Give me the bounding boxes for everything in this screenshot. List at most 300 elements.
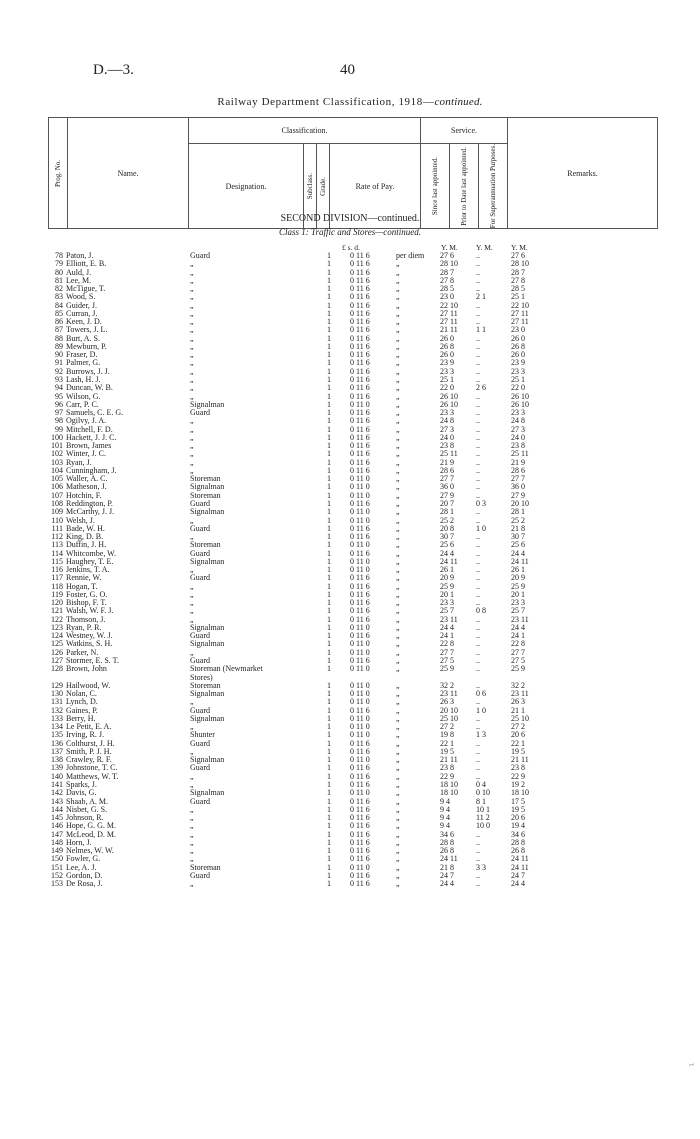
cell-rate-per: „	[396, 589, 400, 599]
cell-since-last: 26 8	[440, 846, 454, 856]
cell-superannuation: 28 7	[511, 267, 525, 277]
cell-subclass: 1	[327, 465, 331, 475]
cell-superannuation: 19 4	[511, 821, 525, 831]
cell-since-last: 28 5	[440, 284, 454, 294]
cell-superannuation: 24 4	[511, 622, 525, 632]
ym-units-3: Y. M.	[511, 243, 528, 252]
cell-rate: 0 11 6	[350, 317, 370, 327]
cell-prior-to: ..	[476, 771, 480, 781]
cell-name: Thomson, J.	[66, 614, 106, 624]
cell-prog-no: 136	[51, 738, 63, 748]
cell-prog-no: 131	[51, 697, 63, 707]
cell-since-last: 32 2	[440, 680, 454, 690]
cell-rate: 0 11 6	[350, 383, 370, 393]
cell-name: Horn, J.	[66, 837, 92, 847]
cell-prog-no: 114	[51, 548, 63, 558]
cell-since-last: 27 2	[440, 722, 454, 732]
cell-rate: 0 11 6	[350, 300, 370, 310]
cell-designation: Guard	[190, 631, 210, 641]
cell-rate: 0 11 6	[350, 738, 370, 748]
cell-rate-per: „	[396, 804, 400, 814]
cell-prog-no: 78	[55, 251, 63, 260]
cell-prog-no: 103	[51, 457, 63, 467]
cell-designation: „	[190, 358, 194, 368]
cell-rate-per: „	[396, 813, 400, 823]
cell-rate: 0 11 0	[350, 565, 370, 575]
cell-superannuation: 23 3	[511, 598, 525, 608]
cell-prog-no: 92	[55, 366, 63, 376]
cell-rate: 0 11 0	[350, 482, 370, 492]
cell-prior-to: ..	[476, 755, 480, 765]
cell-subclass: 1	[327, 441, 331, 451]
cell-rate-per: „	[396, 507, 400, 517]
cell-subclass: 1	[327, 837, 331, 847]
page-title: Railway Department Classification, 1918—continued.	[217, 96, 483, 108]
cell-name: Lee, A. J.	[66, 862, 97, 872]
cell-since-last: 23 11	[440, 614, 458, 624]
cell-rate-per: „	[396, 755, 400, 765]
cell-designation: „	[190, 424, 194, 434]
cell-name: Samuels, C. E. G.	[66, 408, 124, 418]
cell-prog-no: 111	[51, 523, 63, 533]
cell-prog-no: 82	[55, 284, 63, 294]
cell-superannuation: 25 7	[511, 606, 525, 616]
cell-prog-no: 80	[55, 267, 63, 277]
cell-superannuation: 26 10	[511, 399, 529, 409]
cell-superannuation: 18 10	[511, 788, 529, 798]
cell-designation: Storeman	[190, 490, 221, 500]
cell-prior-to: 11 2	[476, 813, 490, 823]
cell-subclass: 1	[327, 292, 331, 302]
cell-designation: „	[190, 350, 194, 360]
cell-since-last: 27 8	[440, 275, 454, 285]
cell-since-last: 21 11	[440, 325, 458, 335]
cell-since-last: 23 0	[440, 292, 454, 302]
cell-since-last: 26 1	[440, 565, 454, 575]
cell-rate: 0 11 0	[350, 474, 370, 484]
cell-rate-per: „	[396, 796, 400, 806]
cell-since-last: 25 2	[440, 515, 454, 525]
cell-name: Matheson, J.	[66, 482, 107, 492]
cell-designation: Guard	[190, 251, 210, 260]
cell-designation: Stores)	[190, 672, 213, 682]
cell-designation: „	[190, 821, 194, 831]
cell-since-last: 18 10	[440, 788, 458, 798]
cell-name: Brown, John	[66, 664, 107, 674]
cell-rate-per: „	[396, 614, 400, 624]
cell-since-last: 25 9	[440, 581, 454, 591]
cell-superannuation: 24 11	[511, 862, 529, 872]
cell-prog-no: 106	[51, 482, 63, 492]
cell-designation: „	[190, 441, 194, 451]
header-name: Name.	[68, 118, 189, 229]
cell-designation: Guard	[190, 796, 210, 806]
cell-name: Duffin, J. H.	[66, 540, 107, 550]
cell-name: Mitchell, F. D.	[66, 424, 113, 434]
cell-subclass: 1	[327, 358, 331, 368]
cell-prior-to: ..	[476, 565, 480, 575]
cell-prior-to: ..	[476, 722, 480, 732]
cell-rate: 0 11 0	[350, 490, 370, 500]
cell-superannuation: 24 0	[511, 432, 525, 442]
cell-since-last: 26 0	[440, 333, 454, 343]
cell-since-last: 28 1	[440, 507, 454, 517]
cell-prior-to: ..	[476, 457, 480, 467]
cell-name: Mewburn, P.	[66, 341, 107, 351]
cell-prog-no: 113	[51, 540, 63, 550]
cell-since-last: 21 9	[440, 457, 454, 467]
cell-superannuation: 24 8	[511, 416, 525, 426]
cell-designation: „	[190, 457, 194, 467]
cell-rate: 0 11 0	[350, 556, 370, 566]
cell-name: Parker, N.	[66, 647, 99, 657]
cell-rate: 0 11 6	[350, 598, 370, 608]
cell-superannuation: 20 6	[511, 730, 525, 740]
cell-rate-per: „	[396, 870, 400, 880]
cell-prior-to: ..	[476, 432, 480, 442]
cell-rate-per: „	[396, 366, 400, 376]
cell-rate: 0 11 0	[350, 713, 370, 723]
cell-superannuation: 27 5	[511, 656, 525, 666]
cell-designation: „	[190, 804, 194, 814]
cell-superannuation: 28 5	[511, 284, 525, 294]
cell-rate-per: „	[396, 292, 400, 302]
cell-subclass: 1	[327, 523, 331, 533]
cell-prog-no: 100	[51, 432, 63, 442]
cell-prog-no: 108	[51, 498, 63, 508]
cell-subclass: 1	[327, 565, 331, 575]
cell-rate: 0 11 0	[350, 722, 370, 732]
table-row	[48, 665, 668, 673]
cell-superannuation: 22 10	[511, 300, 529, 310]
cell-prior-to: ..	[476, 589, 480, 599]
cell-rate: 0 11 0	[350, 540, 370, 550]
cell-rate-per: „	[396, 341, 400, 351]
cell-name: Gaines, P.	[66, 705, 98, 715]
cell-designation: „	[190, 722, 194, 732]
cell-prior-to: 0 10	[476, 788, 490, 798]
cell-rate-per: „	[396, 317, 400, 327]
cell-rate-per: „	[396, 284, 400, 294]
cell-superannuation: 26 3	[511, 697, 525, 707]
cell-designation: „	[190, 606, 194, 616]
cell-subclass: 1	[327, 548, 331, 558]
cell-name: Nolan, C.	[66, 689, 97, 699]
cell-designation: „	[190, 259, 194, 269]
cell-rate: 0 11 6	[350, 532, 370, 542]
cell-prior-to: ..	[476, 341, 480, 351]
header-subclass: Subclass.	[304, 144, 317, 229]
cell-since-last: 24 0	[440, 432, 454, 442]
cell-prior-to: ..	[476, 664, 480, 674]
cell-superannuation: 25 10	[511, 713, 529, 723]
cell-prog-no: 86	[55, 317, 63, 327]
cell-prior-to: ..	[476, 308, 480, 318]
cell-name: Hackett, J. J. C.	[66, 432, 117, 442]
cell-prior-to: ..	[476, 366, 480, 376]
cell-superannuation: 23 3	[511, 408, 525, 418]
cell-prior-to: 1 0	[476, 705, 486, 715]
cell-prior-to: ..	[476, 540, 480, 550]
cell-name: Berry, H.	[66, 713, 96, 723]
cell-name: Auld, J.	[66, 267, 92, 277]
header-prog-no: Prog. No.	[49, 118, 68, 229]
cell-subclass: 1	[327, 556, 331, 566]
cell-prior-to: ..	[476, 738, 480, 748]
cell-prior-to: 2 1	[476, 292, 486, 302]
cell-prior-to: ..	[476, 647, 480, 657]
cell-designation: „	[190, 317, 194, 327]
cell-subclass: 1	[327, 259, 331, 269]
cell-rate: 0 11 6	[350, 457, 370, 467]
cell-prog-no: 110	[51, 515, 63, 525]
cell-prog-no: 83	[55, 292, 63, 302]
cell-subclass: 1	[327, 341, 331, 351]
cell-designation: „	[190, 771, 194, 781]
cell-prior-to: ..	[476, 424, 480, 434]
cell-rate-per: „	[396, 713, 400, 723]
cell-subclass: 1	[327, 490, 331, 500]
cell-prog-no: 126	[51, 647, 63, 657]
cell-prog-no: 118	[51, 581, 63, 591]
cell-name: Nisbet, G. S.	[66, 804, 108, 814]
cell-prog-no: 88	[55, 333, 63, 343]
cell-since-last: 20 1	[440, 589, 454, 599]
cell-subclass: 1	[327, 540, 331, 550]
cell-since-last: 22 1	[440, 738, 454, 748]
cell-subclass: 1	[327, 474, 331, 484]
cell-subclass: 1	[327, 374, 331, 384]
cell-name: Carr, P. C.	[66, 399, 99, 409]
cell-prog-no: 120	[51, 598, 63, 608]
cell-superannuation: 27 7	[511, 647, 525, 657]
cell-prog-no: 112	[51, 532, 63, 542]
cell-prior-to: ..	[476, 490, 480, 500]
cell-subclass: 1	[327, 622, 331, 632]
cell-prog-no: 132	[51, 705, 63, 715]
cell-prog-no: 151	[51, 862, 63, 872]
cell-name: Colthurst, J. H.	[66, 738, 115, 748]
table-row	[48, 880, 668, 888]
cell-rate: 0 11 0	[350, 862, 370, 872]
cell-since-last: 22 9	[440, 771, 454, 781]
cell-name: Crawley, R. F.	[66, 755, 112, 765]
cell-prior-to: 3 3	[476, 862, 486, 872]
cell-superannuation: 25 2	[511, 515, 525, 525]
cell-subclass: 1	[327, 846, 331, 856]
cell-prior-to: ..	[476, 333, 480, 343]
cell-designation: „	[190, 449, 194, 459]
cell-prior-to: ..	[476, 631, 480, 641]
cell-prog-no: 119	[51, 589, 63, 599]
cell-rate-per: „	[396, 275, 400, 285]
cell-since-last: 20 8	[440, 523, 454, 533]
cell-name: Sparks, J.	[66, 780, 97, 789]
cell-rate-per: „	[396, 639, 400, 649]
cell-rate-per: „	[396, 722, 400, 732]
cell-prior-to: ..	[476, 251, 480, 260]
cell-rate-per: „	[396, 267, 400, 277]
cell-subclass: 1	[327, 275, 331, 285]
cell-name: Elliott, E. B.	[66, 259, 107, 269]
cell-designation: Signalman	[190, 399, 225, 409]
cell-superannuation: 20 10	[511, 498, 529, 508]
cell-subclass: 1	[327, 821, 331, 831]
cell-prior-to: ..	[476, 275, 480, 285]
cell-name: Nelmes, W. W.	[66, 846, 114, 856]
cell-superannuation: 28 8	[511, 837, 525, 847]
cell-superannuation: 21 9	[511, 457, 525, 467]
cell-rate: 0 11 0	[350, 622, 370, 632]
cell-rate-per: „	[396, 598, 400, 608]
cell-rate: 0 11 0	[350, 788, 370, 798]
cell-rate: 0 11 6	[350, 498, 370, 508]
cell-superannuation: 25 11	[511, 449, 529, 459]
cell-since-last: 23 8	[440, 441, 454, 451]
cell-name: Gordon, D.	[66, 870, 103, 880]
cell-rate: 0 11 0	[350, 647, 370, 657]
cell-name: Burt, A. S.	[66, 333, 101, 343]
cell-designation: Guard	[190, 763, 210, 773]
cell-since-last: 23 8	[440, 763, 454, 773]
cell-rate: 0 11 6	[350, 333, 370, 343]
cell-designation: „	[190, 284, 194, 294]
cell-name: De Rosa, J.	[66, 879, 103, 889]
cell-rate: 0 11 0	[350, 639, 370, 649]
cell-prog-no: 143	[51, 796, 63, 806]
cell-rate-per: „	[396, 391, 400, 401]
cell-name: Stormer, E. S. T.	[66, 656, 119, 666]
cell-superannuation: 30 7	[511, 532, 525, 542]
cell-since-last: 26 10	[440, 391, 458, 401]
cell-prog-no: 94	[55, 383, 63, 393]
cell-subclass: 1	[327, 862, 331, 872]
cell-designation: „	[190, 292, 194, 302]
cell-prior-to: ..	[476, 639, 480, 649]
cell-prog-no: 147	[51, 829, 63, 839]
cell-rate-per: „	[396, 474, 400, 484]
cell-subclass: 1	[327, 755, 331, 765]
cell-rate: 0 11 6	[350, 358, 370, 368]
cell-subclass: 1	[327, 606, 331, 616]
cell-rate: 0 11 0	[350, 755, 370, 765]
cell-name: Lash, H. J.	[66, 374, 101, 384]
cell-since-last: 36 0	[440, 482, 454, 492]
cell-subclass: 1	[327, 780, 331, 789]
cell-superannuation: 19 5	[511, 746, 525, 756]
cell-subclass: 1	[327, 664, 331, 674]
cell-since-last: 28 7	[440, 267, 454, 277]
cell-designation: „	[190, 581, 194, 591]
cell-since-last: 22 0	[440, 383, 454, 393]
cell-superannuation: 27 11	[511, 308, 529, 318]
cell-name: Waller, A. C.	[66, 474, 108, 484]
cell-rate-per: „	[396, 482, 400, 492]
cell-rate-per: „	[396, 622, 400, 632]
cell-rate-per: „	[396, 705, 400, 715]
cell-name: Hogan, T.	[66, 581, 98, 591]
cell-rate: 0 11 6	[350, 416, 370, 426]
cell-rate-per: „	[396, 424, 400, 434]
cell-prog-no: 138	[51, 755, 63, 765]
cell-superannuation: 26 8	[511, 846, 525, 856]
cell-prior-to: ..	[476, 317, 480, 327]
cell-rate-per: „	[396, 416, 400, 426]
cell-rate: 0 11 6	[350, 325, 370, 335]
cell-subclass: 1	[327, 656, 331, 666]
ym-units-1: Y. M.	[441, 243, 458, 252]
cell-superannuation: 22 0	[511, 383, 525, 393]
cell-rate-per: „	[396, 259, 400, 269]
cell-subclass: 1	[327, 738, 331, 748]
page-number: 40	[340, 62, 355, 78]
cell-prog-no: 81	[55, 275, 63, 285]
cell-rate-per: „	[396, 350, 400, 360]
cell-name: Welsh, J.	[66, 515, 95, 525]
cell-rate-per: „	[396, 449, 400, 459]
cell-designation: „	[190, 829, 194, 839]
cell-prior-to: ..	[476, 474, 480, 484]
cell-rate: 0 11 6	[350, 763, 370, 773]
cell-superannuation: 27 6	[511, 251, 525, 260]
cell-subclass: 1	[327, 251, 331, 260]
cell-subclass: 1	[327, 804, 331, 814]
cell-name: Bishop, F. T.	[66, 598, 107, 608]
cell-designation: Storeman (Newmarket	[190, 664, 263, 674]
cell-superannuation: 26 1	[511, 565, 525, 575]
cell-since-last: 25 10	[440, 713, 458, 723]
cell-superannuation: 24 7	[511, 870, 525, 880]
cell-designation: „	[190, 598, 194, 608]
cell-subclass: 1	[327, 308, 331, 318]
cell-prog-no: 127	[51, 656, 63, 666]
cell-prior-to: ..	[476, 656, 480, 666]
cell-name: Foster, G. O.	[66, 589, 108, 599]
cell-name: Wilson, G.	[66, 391, 101, 401]
cell-rate-per: „	[396, 374, 400, 384]
cell-prior-to: ..	[476, 350, 480, 360]
cell-superannuation: 25 9	[511, 581, 525, 591]
cell-superannuation: 22 9	[511, 771, 525, 781]
cell-rate-per: „	[396, 399, 400, 409]
cell-since-last: 20 7	[440, 498, 454, 508]
cell-subclass: 1	[327, 399, 331, 409]
header-prior-to: Prior to Date last appointed.	[450, 144, 479, 229]
cell-prior-to: ..	[476, 846, 480, 856]
cell-designation: „	[190, 846, 194, 856]
cell-name: Reddington, P.	[66, 498, 113, 508]
cell-prior-to: ..	[476, 879, 480, 889]
cell-since-last: 25 9	[440, 664, 454, 674]
cell-since-last: 24 8	[440, 416, 454, 426]
cell-subclass: 1	[327, 573, 331, 583]
cell-prior-to: ..	[476, 408, 480, 418]
cell-rate-per: „	[396, 647, 400, 657]
cell-name: Hailwood, W.	[66, 680, 111, 690]
cell-superannuation: 22 8	[511, 639, 525, 649]
cell-subclass: 1	[327, 383, 331, 393]
cell-rate: 0 11 6	[350, 432, 370, 442]
cell-name: McTigue, T.	[66, 284, 106, 294]
cell-subclass: 1	[327, 813, 331, 823]
cell-rate-per: „	[396, 697, 400, 707]
cell-since-last: 22 10	[440, 300, 458, 310]
cell-since-last: 28 6	[440, 465, 454, 475]
cell-rate: 0 11 6	[350, 705, 370, 715]
cell-rate: 0 11 6	[350, 606, 370, 616]
cell-superannuation: 27 2	[511, 722, 525, 732]
cell-subclass: 1	[327, 416, 331, 426]
